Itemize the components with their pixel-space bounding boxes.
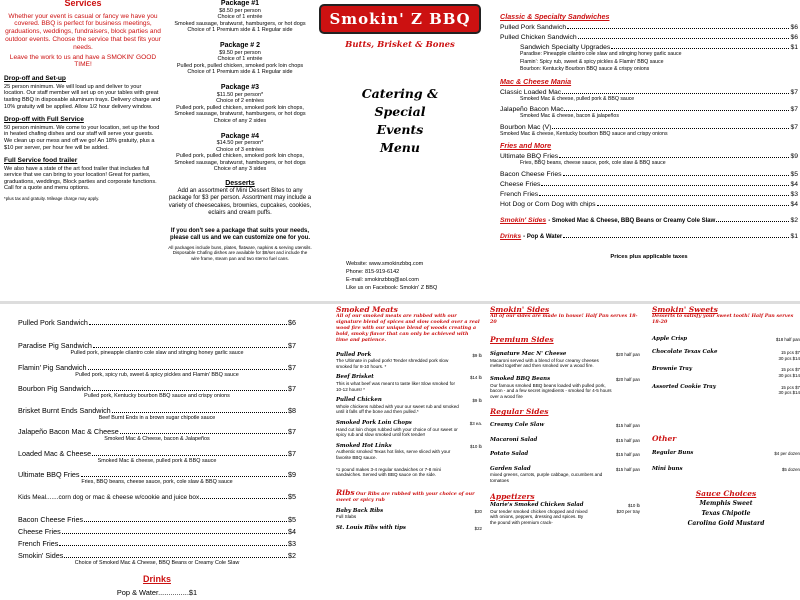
ribs-title: Ribs [336, 487, 355, 497]
menu-item-price: $5 [790, 170, 798, 178]
side-name: Macaroni Salad [490, 436, 538, 443]
drinks-text: - Pop & Water [523, 233, 563, 240]
sweet-price-small: 15 pcs $7 [780, 350, 800, 356]
smokin-sides-price: $2 [790, 216, 798, 224]
side-price: $15 half pan [615, 452, 640, 458]
menu-item-price: $6 [790, 34, 798, 41]
rib-desc: Full Slabs [336, 514, 357, 520]
leader-dots [84, 521, 287, 522]
desserts-title: Desserts [225, 180, 255, 188]
other-name: Regular Buns [652, 450, 694, 457]
meat-price: $9 lb [472, 352, 482, 358]
meat-price: $10 lb [470, 443, 482, 449]
menu-item-name: Brisket Burnt Ends Sandwich [18, 405, 111, 415]
package-title: Package # 2 [219, 41, 261, 49]
menu-item [18, 424, 296, 436]
menu-item [18, 467, 296, 479]
menu-item [500, 41, 798, 51]
sweet-name: Apple Crisp [652, 335, 688, 342]
package-price: $11.50 per person* [216, 91, 264, 98]
leader-dots [559, 157, 789, 158]
drinks-price: $1 [790, 232, 798, 240]
menu-item-price: $7 [288, 384, 296, 393]
menu-item-name: Smokin' Sides [18, 550, 64, 560]
other-price: $5 dozen [781, 466, 800, 472]
meat-desc: Hand cut loin chops rubbed with your choice of our sweet or spicy rub and slow smoked until fork tender! [336, 426, 458, 438]
package-price: $14.50 per person* [216, 140, 264, 147]
meat-name: Beef Brisket [336, 374, 374, 381]
menu-item-name: French Fries [500, 190, 539, 198]
services-title: Services [64, 0, 102, 8]
package-extra: Choice of 1 Premium side & 1 Regular side [187, 69, 293, 76]
sweet-item [652, 385, 800, 396]
ribs-intro: Our Ribs are rubbed with your choice of our sweet or spicy rub [336, 490, 475, 503]
menu-item-name: Bacon Cheese Fries [500, 170, 562, 178]
package-desc: Pulled pork, pulled chicken, smoked pork loin chops, Smoked sausage, bratwurst, hamburgers, or hot dogs [174, 153, 306, 166]
package-desc: Smoked sausage, bratwurst, hamburgers, or hot dogs [174, 20, 306, 27]
mac-mania-title: Mac & Cheese Mania [500, 76, 572, 86]
dropoff-setup-title: Drop-off and Set-up [4, 75, 66, 83]
meat-desc: The Ultimate in pulled pork! Tender shredded pork slow smoked for 8-10 hours. * [336, 358, 449, 369]
side-item [490, 352, 640, 358]
menu-item-desc: Smoked Mac & cheese, pulled pork & BBQ sauce [520, 95, 635, 102]
dropoff-full-title: Drop-off with Full Service [4, 116, 84, 124]
smoked-meats-panel [336, 305, 482, 600]
other-item [652, 451, 800, 457]
meat-name: Pulled Pork [336, 351, 372, 358]
menu-item [18, 338, 296, 350]
menu-item-price: $4 [288, 526, 296, 536]
menu-item [18, 512, 296, 524]
side-name: Signature Mac N' Cheese [490, 351, 567, 358]
menu-item-desc: Smoked Mac & cheese, Kentucky bourbon BBQ sauce and crispy onions [500, 130, 668, 137]
leader-dots: ............... [158, 588, 189, 597]
leader-dots [120, 433, 287, 434]
smokin-sides-label: Smokin' Sides [500, 216, 547, 224]
leader-dots [59, 545, 287, 546]
custom-package-text: If you don't see a package that suits your needs, please call us and we can customize one for you. [169, 227, 311, 242]
menu-item [18, 381, 296, 393]
sweet-price [779, 385, 800, 396]
side-item [490, 438, 640, 444]
cover-title-line: Events [376, 122, 424, 137]
menu-item [18, 524, 296, 536]
menu-item-price: $9 [790, 153, 798, 160]
side-price: $15 half pan [615, 466, 640, 472]
side-name: Smoked BBQ Beans [490, 375, 551, 382]
menu-item-price: $7 [288, 341, 296, 350]
sweet-price-small: 15 pcs $7 [780, 384, 800, 390]
smokin-sides-intro: All of our sides are made in house! Half Pan serves 18-20 [490, 312, 638, 325]
menu-item-name: Jalapeño Bacon Mac & Cheese [18, 427, 119, 436]
regular-sides-title: Regular Sides [490, 407, 549, 417]
other-price: $4 per dozen [774, 451, 800, 457]
leader-dots [567, 28, 789, 29]
rib-price: $22 [474, 525, 482, 531]
appetizer-name: Marie's Smoked Chicken Salad [490, 502, 584, 509]
menu-item-name: Flamin' Pig Sandwich [18, 362, 87, 372]
leader-dots [89, 324, 287, 325]
menu-item [500, 188, 798, 198]
menu-item [500, 150, 798, 160]
rib-item [336, 526, 482, 532]
packages-fine-print: All packages include buns, plates, flatware, napkins & serving utensils. Disposable Chafing dishes are available for $8/set and include the wire frame, steam pan and two sterno fuel cans. [168, 244, 312, 261]
leader-dots [716, 221, 789, 222]
package-desc: Pulled pork, pulled chicken, smoked pork loin chops, Smoked sausage, bratwurst, hamburgers, or hot dogs [174, 104, 306, 118]
leader-dots [562, 93, 789, 94]
rib-name: Baby Back Ribs [336, 507, 384, 514]
sauce-choice: Carolina Gold Mustard [687, 519, 765, 527]
drinks-line [500, 228, 798, 240]
package-extra: Choice of any 2 sides [213, 117, 267, 124]
menu-item-desc: Pulled pork, spicy rub, sweet & spicy pickles and Flamin' BBQ sauce [75, 371, 239, 378]
menu-item-name: Loaded Mac & Cheese [18, 448, 92, 458]
trailer-title: Full Service food trailer [4, 157, 78, 165]
drinks-text: Pop & Water [116, 588, 159, 597]
package-choice: Choice of 2 entrées [216, 98, 264, 105]
smokin-sweets-title: Smokin' Sweets [652, 305, 718, 314]
menu-item-name: Cheese Fries [500, 180, 541, 188]
smoked-meats-intro: All of our smoked meats are rubbed with our signature blend of spices and slow cooked over a real wood fire with our unique blend of woods creating a bold, smoky flavor that can only be achieved with time and patience. [336, 312, 480, 343]
lower-menu-panel [0, 305, 314, 600]
meat-name: Pulled Chicken [336, 397, 382, 404]
leader-dots [541, 185, 789, 186]
sweet-price: $18 half pan [775, 336, 800, 342]
classic-sandwiches-title: Classic & Specialty Sandwiches [500, 12, 610, 21]
menu-item [18, 315, 296, 327]
side-desc: Our famous smoked BBQ beans loaded with pulled pork, bacon - and a few secret ingredients - smoked for 4-5 hours over a wood fire [490, 382, 612, 399]
drinks-price: $1 [188, 588, 198, 597]
package-price: $8.50 per person [219, 7, 261, 14]
leader-dots [539, 195, 789, 196]
package-choice: Choice of 1 entrée [217, 14, 263, 21]
side-item [490, 452, 640, 458]
leader-dots [564, 110, 789, 111]
menu-item-desc: Fries, BBQ beans, cheese sauce, pork, cole slaw & BBQ sauce [81, 479, 233, 485]
menu-item-name: Jalapeño Bacon Mac [500, 106, 564, 113]
menu-item-price: $7 [288, 362, 296, 372]
sweet-price-large: 30 pcs $14 [778, 372, 800, 378]
sweet-price-large: 30 pcs $14 [778, 390, 800, 396]
package-extra: Choice of 1 Premium side & 1 Regular side [187, 27, 293, 34]
leader-dots [552, 128, 789, 129]
menu-item [18, 548, 296, 560]
other-name: Mini buns [652, 465, 683, 472]
side-name: Creamy Cole Slaw [490, 421, 545, 428]
sides-column [490, 305, 640, 525]
menu-item-desc: Fries, BBQ beans, cheese sauce, pork, cole slaw & BBQ sauce [520, 160, 666, 166]
menu-item [500, 21, 798, 31]
sauce-choice: Texas Chipotle [701, 509, 751, 517]
services-tagline: Leave the work to us and have a SMOKIN' GOOD TIME! [9, 53, 157, 69]
sweet-item [652, 337, 800, 343]
meat-name: Smoked Hot Links [336, 442, 392, 449]
menu-item-price: $5 [288, 514, 296, 524]
menu-item-price: $4 [790, 200, 798, 208]
services-panel [0, 0, 166, 300]
sauce-choice: Memphis Sweet [699, 499, 753, 507]
package-price: $9.50 per person [219, 49, 261, 56]
menu-item-desc: Beef Burnt Ends in a brown sugar chipotle sauce [98, 414, 216, 421]
meat-name: Smoked Pork Loin Chops [336, 419, 412, 426]
menu-item [18, 446, 296, 458]
sides-sweets-panel [490, 305, 800, 600]
package-choice: Choice of 1 entrée [217, 56, 263, 63]
menu-item-name: Bacon Cheese Fries [18, 514, 84, 524]
page-fold-divider [0, 301, 800, 304]
contact-phone[interactable]: Phone: 815-919-6142 [346, 269, 400, 275]
leader-dots [200, 498, 287, 499]
menu-item-desc: Smoked Mac & Cheese, bacon & Jalapeños [104, 436, 210, 442]
side-item [490, 423, 640, 429]
restaurant-menu-panel [486, 0, 800, 300]
leader-dots [92, 455, 287, 456]
meats-footnote: *1 pound makes 3-4 regular sandwiches or 7-8 mini sandwiches. Served with BBQ sauce on the side. [336, 466, 441, 478]
menu-item [500, 86, 798, 96]
leader-dots [64, 557, 287, 558]
appetizer-price: $10 lb [628, 503, 640, 509]
appetizer-price-tray: $20 per tray [616, 508, 640, 514]
leader-dots [93, 347, 287, 348]
menu-item-price: $7 [790, 123, 798, 131]
leader-dots [611, 48, 789, 49]
menu-item-price: $2 [288, 550, 296, 560]
leader-dots [62, 533, 287, 534]
drinks-line [18, 588, 296, 597]
menu-item-name: Bourbon Pig Sandwich [18, 384, 91, 393]
trailer-text: We also have a state of the art food trailer that includes full service that we can bring to your location! Great for parties, graduations, weddings, Block parties and corporate functions. Call for a quote and menu options. [4, 165, 157, 192]
meat-desc: Authentic smoked Texas hot links, serve sliced with your favorite BBQ sauce. [336, 449, 451, 460]
menu-item-desc: Smoked Mac & cheese, pulled pork & BBQ sauce [97, 457, 217, 464]
menu-item-name: Pulled Pork Sandwich [18, 318, 88, 327]
menu-item [500, 178, 798, 188]
meat-desc: This is what beef was meant to taste like! Slow smoked for 10-12 hours! * [336, 380, 455, 392]
rib-name: St. Louis Ribs with tips [336, 524, 406, 531]
menu-item-price: $6 [790, 24, 798, 31]
side-desc: mixed greens, carrots, purple cabbage, cucumbers and tomatoes [490, 472, 603, 483]
drinks-label: Drinks [500, 232, 522, 240]
leader-dots [578, 38, 790, 39]
upgrade-desc: Flamin': Spicy rub, sweet & spicy pickles & Flamin' BBQ sauce [520, 58, 664, 65]
smoked-meats-title: Smoked Meats [336, 305, 398, 314]
smokin-sides-text: - Smoked Mac & Cheese, BBQ Beans or Creamy Cole Slaw [548, 217, 716, 224]
fries-title: Fries and More [500, 141, 552, 150]
cover-title-line: Catering & [361, 86, 439, 101]
menu-item [500, 168, 798, 178]
other-title: Other [652, 433, 677, 443]
sweet-price [779, 367, 800, 378]
side-price: $15 half pan [615, 437, 640, 443]
menu-item [18, 403, 296, 415]
menu-item-name: Ultimate BBQ Fries [500, 153, 559, 160]
services-intro: Whether your event is casual or fancy we have you covered. BBQ is perfect for business meetings, graduations, weddings, fundraisers, block parties and outdoor events. Choose the service that best fits your needs. [5, 12, 161, 51]
meat-desc: Whole chickens rubbed with your our sweet rub and smoked until it falls off the bone and then pulled.* [336, 403, 459, 415]
ribs-header [336, 487, 482, 503]
sweet-item [652, 350, 800, 361]
rib-price: $20 [474, 508, 482, 514]
menu-item-price: $7 [790, 88, 798, 96]
side-price: $20 half pan [615, 352, 640, 358]
cover-title-line: Special [374, 104, 426, 119]
menu-item-name: Paradise Pig Sandwich [18, 341, 92, 350]
menu-item-price: $3 [790, 190, 798, 198]
menu-item [500, 198, 798, 208]
menu-item-price: $8 [288, 405, 296, 415]
menu-item-name: Bourbon Mac (V) [500, 123, 552, 131]
menu-item-name: Ultimate BBQ Fries [18, 470, 80, 479]
menu-item-price: $5 [288, 491, 296, 501]
contact-email[interactable]: E-mail: smokinzbbq@aol.com [346, 277, 419, 283]
meat-price: $9 lb [472, 398, 482, 404]
meat-price: $14 lb [470, 375, 482, 381]
smokin-sides-line [500, 212, 798, 224]
sweet-item [652, 367, 800, 378]
drinks-title: Drinks [142, 574, 171, 584]
menu-item-price: $7 [288, 448, 296, 458]
leader-dots [112, 412, 287, 413]
menu-item-desc: Pulled pork, Kentucky bourbon BBQ sauce and crispy onions [84, 393, 230, 399]
menu-item-price: $3 [288, 538, 296, 548]
menu-item-name: Pulled Chicken Sandwich [500, 34, 577, 41]
menu-item-price: $6 [288, 318, 296, 327]
sweet-price [779, 350, 800, 361]
menu-item [500, 103, 798, 113]
dropoff-setup-text: 25 person minimum. We will load up and deliver to your location. Our staff member will set up on your tables with great tasting BBQ in disposable aluminum trays. Delivery charge and 10% gratuity will be applied. Allow 1/2 hour delivery window. [4, 83, 161, 110]
side-name: Garden Salad [490, 465, 531, 472]
menu-item-desc: Smoked Mac & cheese, bacon & jalapeños [520, 113, 619, 119]
other-item [652, 467, 800, 473]
menu-item-name: French Fries [18, 538, 59, 548]
menu-item [18, 360, 296, 372]
menu-item-price: $7 [288, 427, 296, 436]
brand-tagline: Butts, Brisket & Bones [345, 40, 455, 50]
menu-item [500, 31, 798, 41]
sweet-name: Assorted Cookie Tray [652, 383, 716, 390]
spacer [18, 501, 296, 512]
menu-item-name: Pulled Pork Sandwich [500, 24, 567, 31]
leader-dots [92, 390, 287, 391]
package-extra: Choice of any 3 sides [213, 166, 267, 173]
meat-price: $3 ea. [469, 420, 482, 426]
menu-item-name: Kids Meal.......corn dog or mac & cheese w/cookie and juice box [18, 493, 200, 501]
appetizer-desc: Our tender smoked chicken chopped and mixed with onions, peppers, dressing and spices. By the pound with premium crack- [490, 508, 588, 525]
menu-item [500, 121, 798, 131]
menu-item-price: $9 [288, 470, 296, 479]
services-note: *plus tax and gratuity. Mileage charge may apply. [4, 196, 100, 202]
side-price: $20 half pan [615, 376, 640, 382]
sauce-title: Sauce Choices [695, 488, 757, 498]
brand-logo: Smokin' Z BBQ [319, 4, 481, 34]
upgrade-desc: Bourbon: Kentucky Bourbon BBQ sauce & crispy onions [520, 66, 650, 72]
prices-note: Prices plus applicable taxes [610, 253, 688, 260]
side-price: $15 half pan [615, 422, 640, 428]
smokin-sweets-intro: Desserts to satisfy your sweet tooth! Half Pan serves 18-20 [652, 312, 794, 325]
sweets-column [652, 305, 800, 529]
smokin-sides-title: Smokin' Sides [490, 305, 550, 314]
packages-panel [166, 0, 314, 300]
package-title: Package #3 [220, 83, 260, 91]
cover-title-line: Menu [380, 140, 420, 155]
appetizer-detail [490, 509, 640, 526]
appetizers-title: Appetizers [490, 491, 535, 501]
upgrade-desc: Paradise: Pineapple cilantro cole slaw and stinging honey garlic sauce [520, 51, 682, 57]
menu-item-name: Classic Loaded Mac [500, 88, 562, 96]
menu-item [18, 536, 296, 548]
menu-item [18, 489, 296, 501]
side-name: Potato Salad [490, 451, 529, 458]
package-choice: Choice of 3 entrées [216, 146, 264, 153]
desserts-text: Add an assortment of Mini Dessert Bites to any package for $3 per person. Assortment may include a variety of cheesecakes, brownies, cupcakes, cookies, eclairs and cream puffs. [168, 187, 312, 217]
dropoff-full-text: 50 person minimum. We come to your location, set up the food in heated chafing dishes and our staff will serve your guests. We clean up our mess and off we go! An 18% gratuity, plus a $10 per server, per hour fee will be added. [4, 124, 160, 151]
leader-dots [563, 237, 789, 238]
package-title: Package #4 [220, 132, 260, 140]
sweet-name: Chocolate Texas Cake [652, 349, 718, 356]
sweet-price-small: 15 pcs $7 [780, 367, 800, 373]
contact-info [346, 260, 484, 292]
package-title: Package #1 [220, 0, 260, 7]
sweet-name: Brownie Tray [652, 366, 692, 373]
side-desc: Macaroni served with a blend of four creamy cheeses melted together and then smoked over a wood fire. [490, 357, 599, 369]
sides-desc: Choice of Smoked Mac & Cheese, BBQ Beans or Creamy Cole Slaw [74, 559, 240, 566]
menu-item-desc: Pulled pork, pineapple cilantro cole slaw and stinging honey garlic sauce [70, 350, 244, 356]
menu-item-price: $4 [790, 180, 798, 188]
cover-panel [316, 0, 484, 300]
leader-dots [563, 175, 790, 176]
leader-dots [597, 205, 790, 206]
menu-item-price: $1 [790, 44, 798, 51]
cover-title [316, 85, 484, 157]
package-desc: Pulled pork, pulled chicken, smoked pork loin chops [176, 62, 304, 69]
spacer [18, 327, 296, 338]
premium-sides-title: Premium Sides [490, 334, 554, 344]
menu-item-price: $7 [790, 106, 798, 113]
menu-item-name: Cheese Fries [18, 526, 61, 536]
leader-dots [81, 476, 287, 477]
menu-item-name: Hot Dog or Corn Dog with chips [500, 200, 596, 208]
menu-item-name: Sandwich Specialty Upgrades [520, 44, 611, 51]
contact-facebook[interactable]: Like us on Facebook: Smokin' Z BBQ [346, 285, 438, 291]
sweet-price-large: 30 pcs $14 [778, 355, 800, 361]
leader-dots [88, 369, 288, 370]
contact-website[interactable]: Website: www.smokinzbbq.com [346, 261, 424, 267]
